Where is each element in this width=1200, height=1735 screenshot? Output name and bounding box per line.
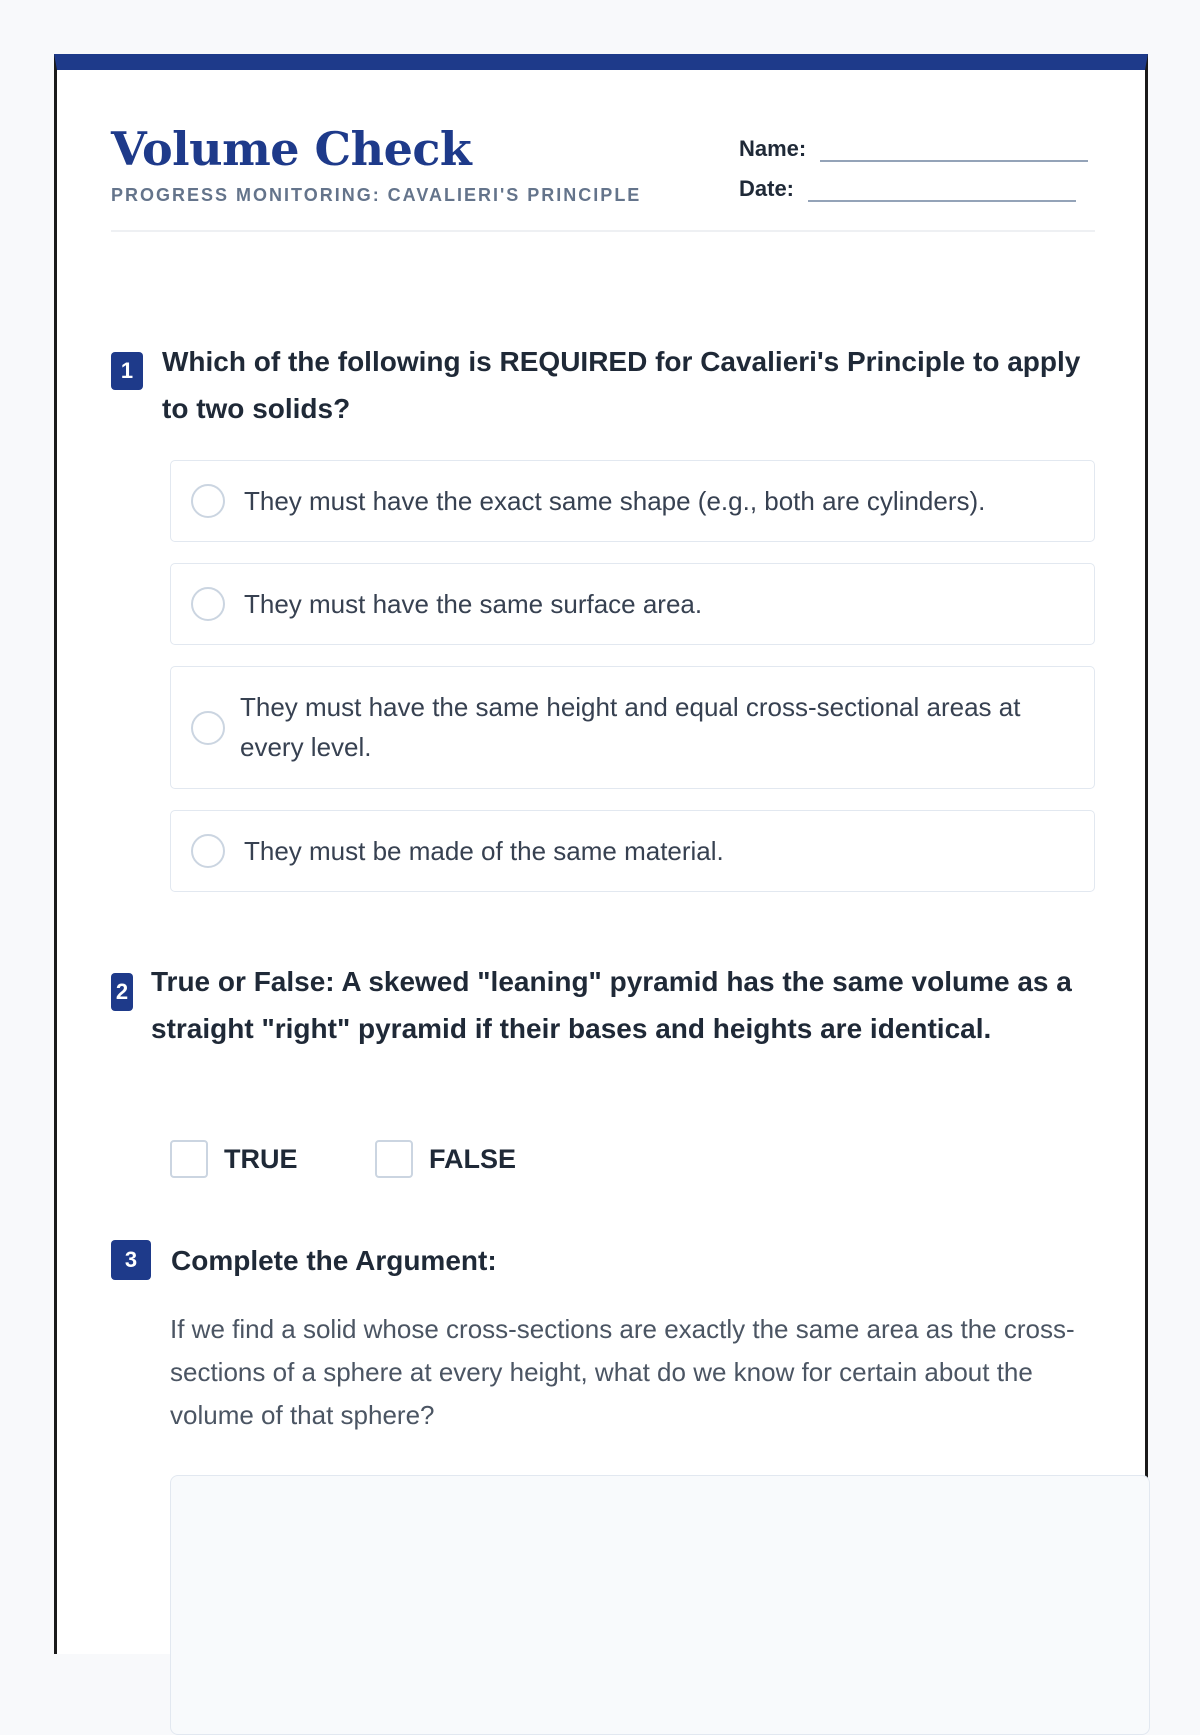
- option-label: They must have the same height and equal cross-sectional areas at every level.: [240, 692, 1021, 762]
- false-choice[interactable]: [375, 1140, 516, 1178]
- question-number-badge: 3: [111, 1240, 151, 1280]
- question-number-badge: 1: [111, 352, 143, 390]
- question-number-badge: 2: [111, 973, 133, 1011]
- date-label: Date:: [739, 176, 795, 201]
- answer-option[interactable]: [170, 666, 1095, 789]
- page-title: Volume Check: [111, 122, 472, 176]
- radio-button[interactable]: [191, 711, 225, 745]
- true-label: TRUE: [224, 1143, 298, 1174]
- radio-button[interactable]: [191, 587, 225, 621]
- option-label: They must have the exact same shape (e.g., both are cylinders).: [244, 486, 986, 516]
- true-choice[interactable]: [170, 1140, 298, 1178]
- date-field[interactable]: [739, 176, 1076, 202]
- radio-button[interactable]: [191, 484, 225, 518]
- question-text: Complete the Argument:: [171, 1245, 497, 1276]
- answer-option[interactable]: [170, 563, 1095, 645]
- question-text: Which of the following is REQUIRED for Cavalieri's Principle to apply to two solids?: [162, 346, 1081, 424]
- answer-option[interactable]: [170, 460, 1095, 542]
- false-label: FALSE: [429, 1143, 517, 1174]
- radio-button[interactable]: [191, 834, 225, 868]
- date-input-line[interactable]: [808, 178, 1076, 202]
- false-checkbox[interactable]: [375, 1140, 413, 1178]
- question-text: True or False: A skewed "leaning" pyramid has the same volume as a straight "right" pyramid if their bases and heights are identical.: [151, 966, 1072, 1044]
- name-field[interactable]: [739, 136, 1088, 162]
- worksheet: [54, 54, 1148, 1654]
- answer-option[interactable]: [170, 810, 1095, 892]
- name-input-line[interactable]: [820, 138, 1088, 162]
- name-label: Name:: [739, 136, 807, 161]
- worksheet-header: [111, 122, 1095, 232]
- answer-textarea[interactable]: [170, 1475, 1150, 1735]
- page-subtitle: PROGRESS MONITORING: CAVALIERI'S PRINCIPLE: [111, 185, 642, 205]
- option-label: They must be made of the same material.: [244, 836, 724, 866]
- option-label: They must have the same surface area.: [244, 589, 703, 619]
- true-checkbox[interactable]: [170, 1140, 208, 1178]
- question-prompt: If we find a solid whose cross-sections are exactly the same area as the cross-sections of a sphere at every height, what do we know for certain about the volume of that sphere?: [170, 1314, 1075, 1430]
